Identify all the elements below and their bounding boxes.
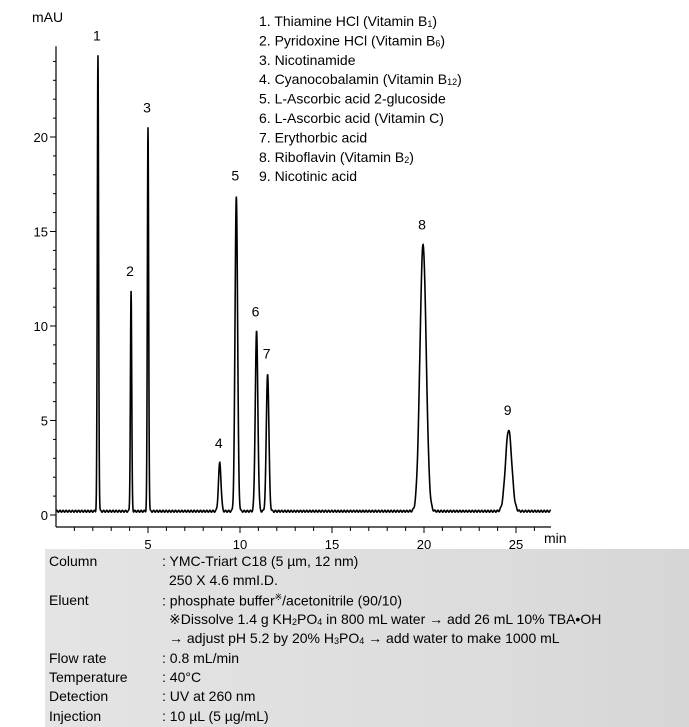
y-tick-label: 0: [40, 508, 48, 523]
legend-entry: 9. Nicotinic acid: [259, 168, 358, 185]
flow-value: : 0.8 mL/min: [162, 650, 240, 666]
detection-label: Detection: [49, 688, 109, 704]
legend-entry: 3. Nicotinamide: [259, 51, 356, 68]
note-sub: 3: [333, 636, 339, 646]
eluent-note1: [169, 611, 601, 628]
temperature-value: : 40°C: [162, 669, 202, 685]
peak-label-8: 8: [418, 216, 426, 233]
x-tick-label: 20: [416, 537, 432, 549]
y-tick-label: 10: [33, 319, 48, 334]
legend-entry: 1. Thiamine HCl (Vitamin B1): [259, 13, 438, 29]
conditions-table: [45, 549, 689, 727]
note-sub: 2: [292, 617, 298, 627]
eluent-value: [162, 592, 402, 609]
y-tick-label: 15: [33, 224, 48, 240]
column-dimensions: 250 X 4.6 mmI.D.: [169, 572, 278, 588]
note-text: → add water to make 1000 mL: [364, 630, 560, 646]
injection-value: : 10 µL (5 µg/mL): [162, 708, 269, 724]
legend: [259, 13, 462, 184]
legend-entry: 5. L-Ascorbic acid 2-glucoside: [259, 90, 446, 107]
x-tick-label: 25: [508, 537, 524, 549]
note-text: → adjust pH 5.2 by 20% H: [169, 630, 334, 646]
x-axis-label: min: [544, 530, 567, 546]
peak-label-3: 3: [143, 99, 151, 116]
peak-label-2: 2: [126, 263, 134, 280]
x-tick-label: 15: [324, 537, 340, 549]
eluent-label: Eluent: [49, 592, 89, 608]
eluent-text-end: /acetonitrile (90/10): [282, 592, 402, 609]
y-tick-label: 5: [40, 413, 48, 429]
peak-label-5: 5: [231, 167, 240, 184]
legend-entry: 8. Riboflavin (Vitamin B2): [259, 148, 414, 165]
note-text: in 800 mL water → add 26 mL 10% TBA•OH: [322, 611, 602, 627]
y-tick-label: 20: [33, 130, 48, 145]
peak-label-1: 1: [93, 27, 101, 44]
legend-entry: 7. Erythorbic acid: [259, 129, 368, 146]
note-sub: 4: [317, 617, 323, 627]
x-tick-label: 5: [144, 537, 152, 549]
x-tick-label: 10: [232, 537, 248, 549]
injection-label: Injection: [49, 708, 102, 724]
temperature-label: Temperature: [49, 669, 128, 685]
note-sub: 4: [359, 636, 365, 646]
detection-value: : UV at 260 nm: [162, 688, 256, 704]
peak-label-4: 4: [214, 435, 223, 452]
note-text: PO: [297, 611, 318, 627]
legend-entry: 6. L-Ascorbic acid (Vitamin C): [259, 110, 444, 126]
y-axis-label: mAU: [32, 9, 64, 25]
legend-entry: 2. Pyridoxine HCl (Vitamin B6): [259, 32, 446, 49]
legend-entry: 4. Cyanocobalamin (Vitamin B12): [259, 71, 462, 88]
note-text: ※Dissolve 1.4 g KH: [169, 611, 292, 627]
flow-label: Flow rate: [49, 650, 107, 666]
note-text: PO: [339, 630, 360, 646]
peak-label-7: 7: [262, 345, 271, 362]
column-label: Column: [49, 553, 98, 569]
eluent-text: : phosphate buffer: [162, 592, 275, 609]
eluent-note2: [169, 630, 560, 646]
peak-label-6: 6: [251, 303, 260, 320]
eluent-mark: ※: [274, 592, 283, 602]
column-value: : YMC-Triart C18 (5 µm, 12 nm): [162, 553, 359, 569]
peak-label-9: 9: [503, 401, 512, 418]
